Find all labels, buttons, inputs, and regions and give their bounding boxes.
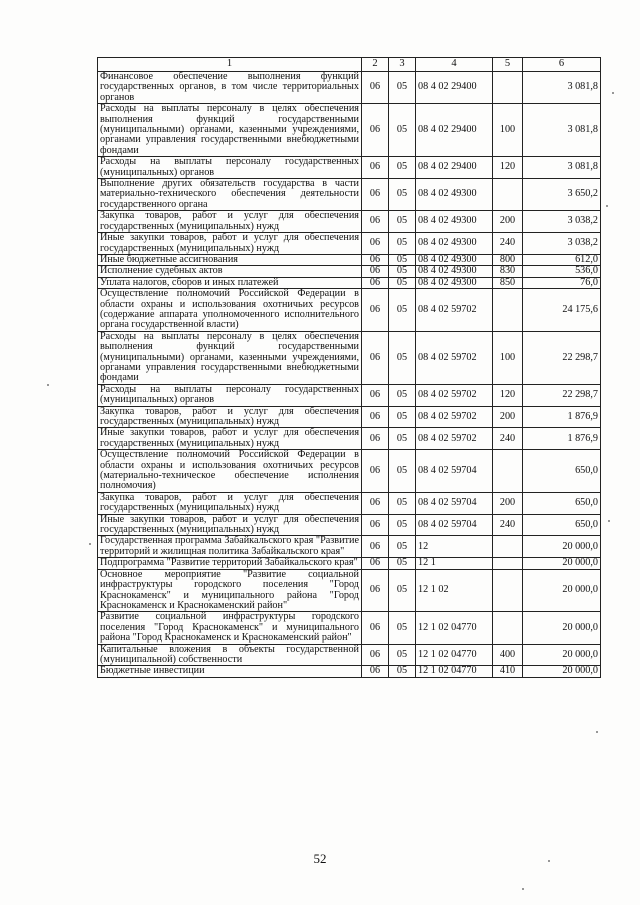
scan-speck: [606, 205, 608, 207]
row-expense-type: [493, 450, 523, 493]
row-target-code: 08 4 02 49300: [416, 233, 493, 255]
row-expense-type: 120: [493, 384, 523, 406]
row-subsection: 05: [389, 266, 416, 277]
row-name: Иные закупки товаров, работ и услуг для обеспечения государственных (муниципальных) нужд: [98, 514, 362, 536]
row-amount: 20 000,0: [523, 644, 601, 666]
row-target-code: 12 1: [416, 558, 493, 569]
row-name: Государственная программа Забайкальского края "Развитие территорий и жилищная политика Забайкальского края": [98, 536, 362, 558]
page-number: 52: [313, 851, 327, 866]
row-subsection: 05: [389, 666, 416, 677]
row-expense-type: 120: [493, 157, 523, 179]
row-target-code: 08 4 02 29400: [416, 72, 493, 104]
row-subsection: 05: [389, 558, 416, 569]
row-section: 06: [362, 233, 389, 255]
row-target-code: 08 4 02 49300: [416, 254, 493, 265]
row-target-code: 08 4 02 59704: [416, 492, 493, 514]
row-name: Расходы на выплаты персоналу государственных (муниципальных) органов: [98, 157, 362, 179]
row-target-code: 08 4 02 59704: [416, 450, 493, 493]
row-target-code: 08 4 02 49300: [416, 277, 493, 288]
row-name: Иные закупки товаров, работ и услуг для обеспечения государственных (муниципальных) нужд: [98, 428, 362, 450]
row-name: Расходы на выплаты персоналу в целях обеспечения выполнения функций государственными (муниципальными) органами, казенными учреждениями, органами управления государственными внебюджетными фондами: [98, 104, 362, 157]
row-amount: 20 000,0: [523, 558, 601, 569]
row-subsection: 05: [389, 104, 416, 157]
row-amount: 3 081,8: [523, 72, 601, 104]
budget-table: [97, 57, 601, 678]
row-amount: 3 650,2: [523, 179, 601, 211]
row-target-code: 08 4 02 59702: [416, 331, 493, 384]
table-row: [98, 266, 601, 277]
table-row: [98, 104, 601, 157]
row-subsection: 05: [389, 644, 416, 666]
row-amount: 650,0: [523, 514, 601, 536]
scan-speck: [596, 731, 598, 733]
row-subsection: 05: [389, 612, 416, 644]
row-subsection: 05: [389, 211, 416, 233]
header-col-3: 3: [389, 58, 416, 72]
row-target-code: 08 4 02 59702: [416, 428, 493, 450]
row-name: Осуществление полномочий Российской Федерации в области охраны и использования охотничьих ресурсов (материально-техническое обеспечение исполнения полномочия): [98, 450, 362, 493]
row-name: Основное мероприятие "Развитие социальной инфраструктуры городского поселения "Город Краснокаменск" и муниципального района "Город Краснокаменск и Краснокаменский район": [98, 569, 362, 612]
row-subsection: 05: [389, 450, 416, 493]
row-target-code: 08 4 02 59702: [416, 384, 493, 406]
row-expense-type: 100: [493, 104, 523, 157]
table-row: [98, 612, 601, 644]
row-amount: 1 876,9: [523, 428, 601, 450]
row-target-code: 12 1 02 04770: [416, 612, 493, 644]
table-row: [98, 514, 601, 536]
row-name: Подпрограмма "Развитие территорий Забайкальского края": [98, 558, 362, 569]
table-row: [98, 211, 601, 233]
row-subsection: 05: [389, 492, 416, 514]
row-amount: 612,0: [523, 254, 601, 265]
row-subsection: 05: [389, 289, 416, 332]
row-expense-type: [493, 289, 523, 332]
row-section: 06: [362, 104, 389, 157]
row-section: 06: [362, 331, 389, 384]
row-amount: 22 298,7: [523, 331, 601, 384]
scan-speck: [612, 92, 614, 94]
table-row: [98, 428, 601, 450]
scan-speck: [608, 520, 610, 522]
table-row: [98, 492, 601, 514]
row-expense-type: 850: [493, 277, 523, 288]
row-amount: 20 000,0: [523, 612, 601, 644]
row-amount: 76,0: [523, 277, 601, 288]
row-expense-type: 240: [493, 514, 523, 536]
row-amount: 24 175,6: [523, 289, 601, 332]
row-name: Расходы на выплаты персоналу в целях обеспечения выполнения функций государственными (муниципальными) органами, казенными учреждениями, органами управления государственными внебюджетными фондами: [98, 331, 362, 384]
row-target-code: 08 4 02 59704: [416, 514, 493, 536]
row-expense-type: [493, 558, 523, 569]
row-subsection: 05: [389, 233, 416, 255]
row-amount: 3 081,8: [523, 157, 601, 179]
row-target-code: 08 4 02 49300: [416, 179, 493, 211]
table-row: [98, 558, 601, 569]
row-subsection: 05: [389, 428, 416, 450]
row-target-code: 08 4 02 49300: [416, 211, 493, 233]
table-row: [98, 569, 601, 612]
table-row: [98, 72, 601, 104]
row-subsection: 05: [389, 406, 416, 428]
row-subsection: 05: [389, 384, 416, 406]
table-row: [98, 233, 601, 255]
row-section: 06: [362, 644, 389, 666]
header-row: [98, 58, 601, 72]
row-expense-type: 200: [493, 211, 523, 233]
header-col-2: 2: [362, 58, 389, 72]
row-amount: 20 000,0: [523, 536, 601, 558]
table-row: [98, 157, 601, 179]
table-row: [98, 666, 601, 677]
row-amount: 20 000,0: [523, 569, 601, 612]
row-target-code: 08 4 02 29400: [416, 157, 493, 179]
row-amount: 3 038,2: [523, 233, 601, 255]
header-col-5: 5: [493, 58, 523, 72]
table-row: [98, 644, 601, 666]
row-expense-type: 410: [493, 666, 523, 677]
row-name: Выполнение других обязательств государства в части материально-технического обеспечения деятельности государственного органа: [98, 179, 362, 211]
row-subsection: 05: [389, 157, 416, 179]
row-expense-type: 100: [493, 331, 523, 384]
row-name: Осуществление полномочий Российской Федерации в области охраны и использования охотничьих ресурсов (содержание аппарата уполномоченного исполнительного органа государственной власти): [98, 289, 362, 332]
scan-speck: [47, 384, 49, 386]
row-section: 06: [362, 157, 389, 179]
table-row: [98, 289, 601, 332]
row-amount: 650,0: [523, 492, 601, 514]
row-target-code: 08 4 02 59702: [416, 406, 493, 428]
row-expense-type: 830: [493, 266, 523, 277]
row-subsection: 05: [389, 331, 416, 384]
row-section: 06: [362, 569, 389, 612]
row-section: 06: [362, 558, 389, 569]
row-section: 06: [362, 406, 389, 428]
row-subsection: 05: [389, 179, 416, 211]
row-target-code: 08 4 02 49300: [416, 266, 493, 277]
row-section: 06: [362, 72, 389, 104]
row-subsection: 05: [389, 569, 416, 612]
table-row: [98, 536, 601, 558]
row-expense-type: 400: [493, 644, 523, 666]
row-expense-type: 240: [493, 233, 523, 255]
table-row: [98, 179, 601, 211]
row-subsection: 05: [389, 536, 416, 558]
row-name: Уплата налогов, сборов и иных платежей: [98, 277, 362, 288]
table-header: [98, 58, 601, 72]
row-name: Бюджетные инвестиции: [98, 666, 362, 677]
row-amount: 3 081,8: [523, 104, 601, 157]
table-row: [98, 406, 601, 428]
row-section: 06: [362, 211, 389, 233]
row-target-code: 08 4 02 59702: [416, 289, 493, 332]
header-col-1: 1: [98, 58, 362, 72]
row-expense-type: [493, 536, 523, 558]
row-section: 06: [362, 384, 389, 406]
row-section: 06: [362, 450, 389, 493]
row-expense-type: [493, 179, 523, 211]
row-name: Развитие социальной инфраструктуры городского поселения "Город Краснокаменск" и муниципального района "Город Краснокаменск и Краснокаменский район": [98, 612, 362, 644]
row-target-code: 12: [416, 536, 493, 558]
row-expense-type: 800: [493, 254, 523, 265]
row-target-code: 12 1 02: [416, 569, 493, 612]
row-name: Финансовое обеспечение выполнения функций государственных органов, в том числе территориальных органов: [98, 72, 362, 104]
row-name: Закупка товаров, работ и услуг для обеспечения государственных (муниципальных) нужд: [98, 406, 362, 428]
row-expense-type: 200: [493, 492, 523, 514]
row-name: Иные закупки товаров, работ и услуг для обеспечения государственных (муниципальных) нужд: [98, 233, 362, 255]
row-section: 06: [362, 277, 389, 288]
row-subsection: 05: [389, 254, 416, 265]
row-section: 06: [362, 612, 389, 644]
row-amount: 20 000,0: [523, 666, 601, 677]
scan-speck: [522, 888, 524, 890]
row-name: Закупка товаров, работ и услуг для обеспечения государственных (муниципальных) нужд: [98, 492, 362, 514]
row-section: 06: [362, 492, 389, 514]
row-section: 06: [362, 666, 389, 677]
table-body: [98, 72, 601, 678]
table-row: [98, 450, 601, 493]
row-expense-type: [493, 612, 523, 644]
scan-speck: [89, 543, 91, 545]
row-subsection: 05: [389, 514, 416, 536]
header-col-6: 6: [523, 58, 601, 72]
table-row: [98, 277, 601, 288]
row-expense-type: 240: [493, 428, 523, 450]
row-subsection: 05: [389, 277, 416, 288]
row-name: Иные бюджетные ассигнования: [98, 254, 362, 265]
row-section: 06: [362, 289, 389, 332]
row-expense-type: [493, 569, 523, 612]
table-row: [98, 384, 601, 406]
row-target-code: 08 4 02 29400: [416, 104, 493, 157]
row-name: Закупка товаров, работ и услуг для обеспечения государственных (муниципальных) нужд: [98, 211, 362, 233]
row-section: 06: [362, 266, 389, 277]
row-amount: 536,0: [523, 266, 601, 277]
row-section: 06: [362, 179, 389, 211]
row-section: 06: [362, 514, 389, 536]
row-amount: 1 876,9: [523, 406, 601, 428]
header-col-4: 4: [416, 58, 493, 72]
row-name: Расходы на выплаты персоналу государственных (муниципальных) органов: [98, 384, 362, 406]
row-section: 06: [362, 536, 389, 558]
row-section: 06: [362, 254, 389, 265]
table-row: [98, 331, 601, 384]
row-amount: 22 298,7: [523, 384, 601, 406]
table-row: [98, 254, 601, 265]
row-section: 06: [362, 428, 389, 450]
row-target-code: 12 1 02 04770: [416, 666, 493, 677]
row-amount: 3 038,2: [523, 211, 601, 233]
scan-speck: [548, 860, 550, 862]
row-expense-type: [493, 72, 523, 104]
row-amount: 650,0: [523, 450, 601, 493]
row-subsection: 05: [389, 72, 416, 104]
row-name: Исполнение судебных актов: [98, 266, 362, 277]
row-name: Капитальные вложения в объекты государственной (муниципальной) собственности: [98, 644, 362, 666]
row-expense-type: 200: [493, 406, 523, 428]
row-target-code: 12 1 02 04770: [416, 644, 493, 666]
